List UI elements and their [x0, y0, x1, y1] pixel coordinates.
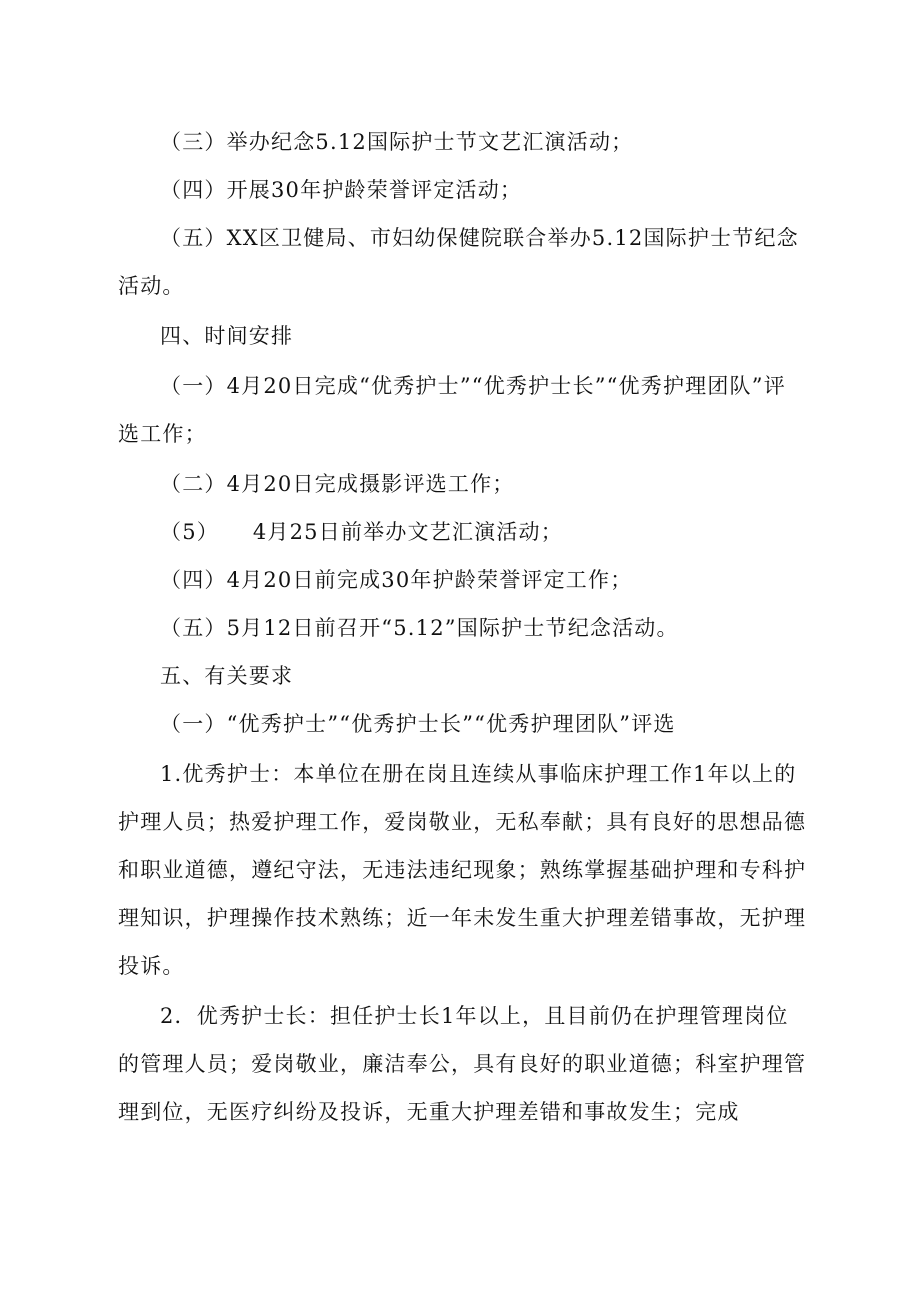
- paragraph-excellent-head-nurse: 2．优秀护士长：担任护士长1年以上，且目前仍在护理管理岗位的管理人员；爱岗敬业，廉洁奉公，具有良好的职业道德；科室护理管理到位，无医疗纠纷及投诉，无重大护理差错和事故发生；完成: [118, 1004, 807, 1124]
- paragraph-schedule-4: （四）4月20日前完成30年护龄荣誉评定工作；: [160, 568, 633, 592]
- paragraph-schedule-3: （5） 4月25日前举办文艺汇演活动；: [160, 520, 563, 544]
- paragraph-schedule-5: （五）5月12日前召开“5.12”国际护士节纪念活动。: [160, 616, 679, 640]
- paragraph-activity-3: （三）举办纪念5.12国际护士节文艺汇演活动；: [160, 130, 634, 154]
- section-heading-requirements: 五、有关要求: [160, 664, 294, 688]
- paragraph-requirement-1-heading: （一）“优秀护士”“优秀护士长”“优秀护理团队”评选: [160, 712, 676, 736]
- paragraph-excellent-nurse: 1.优秀护士：本单位在册在岗且连续从事临床护理工作1年以上的护理人员；热爱护理工作，爱岗敬业，无私奉献；具有良好的思想品德和职业道德，遵纪守法，无违法违纪现象；熟练掌握基础护理和专科护理知识，护理操作技术熟练；近一年未发生重大护理差错事故，无护理投诉。: [118, 762, 807, 978]
- section-heading-schedule: 四、时间安排: [160, 324, 294, 348]
- paragraph-activity-4: （四）开展30年护龄荣誉评定活动；: [160, 178, 523, 202]
- paragraph-schedule-2: （二）4月20日完成摄影评选工作；: [160, 472, 515, 496]
- paragraph-activity-5: （五）XX区卫健局、市妇幼保健院联合举办5.12国际护士节纪念活动。: [118, 226, 799, 298]
- paragraph-schedule-1: （一）4月20日完成“优秀护士”“优秀护士长”“优秀护理团队”评选工作；: [118, 374, 786, 446]
